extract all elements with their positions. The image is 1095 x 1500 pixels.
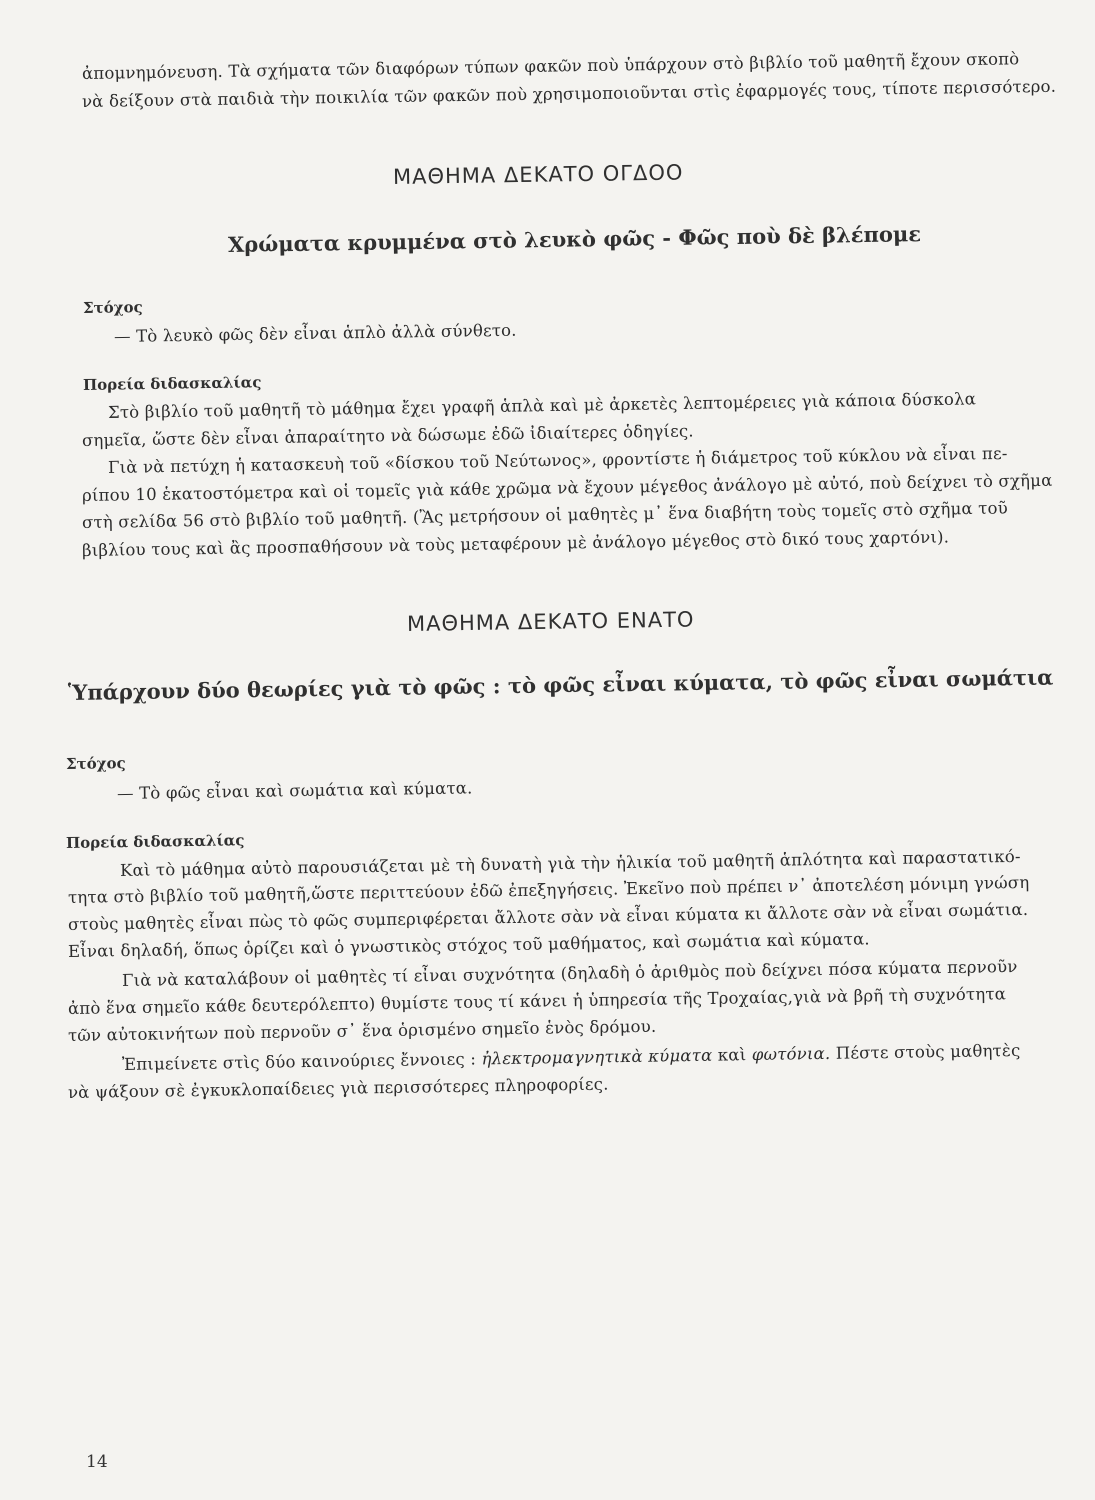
lesson-18-goal-text: — Τὸ λευκὸ φῶς δὲν εἶναι ἁπλὸ ἀλλὰ σύνθετο. — [113, 320, 517, 346]
lesson-18-heading: ΜΑΘΗΜΑ ΔΕΚΑΤΟ ΟΓΔΟΟ — [392, 160, 684, 189]
lesson-18-p1-line-1: Στὸ βιβλίο τοῦ μαθητῆ τὸ μάθημα ἔχει γραφῆ ἁπλὰ καὶ μὲ ἀρκετὲς λεπτομέρειες γιὰ κάποια δύσκολα — [107, 389, 977, 422]
lesson-19-goal-label: Στόχος — [65, 754, 126, 773]
p3-term-photons: φωτόνια. — [751, 1043, 831, 1065]
lesson-19-p2-line-2: ἀπὸ ἕνα σημεῖο κάθε δευτερόλεπτο) θυμίστε τους τί κάνει ἡ ὑπηρεσία τῆς Τροχαίας,γιὰ νὰ βρῆ τὴ συχνότητα — [67, 984, 1007, 1018]
lesson-18-method-label: Πορεία διδασκαλίας — [82, 373, 262, 394]
lesson-19-heading: ΜΑΘΗΜΑ ΔΕΚΑΤΟ ΕΝΑΤΟ — [406, 607, 695, 636]
lesson-18-p1-line-2: σημεῖα, ὥστε δὲν εἶναι ἀπαραίτητο νὰ δώσωμε ἐδῶ ἰδιαίτερες ὁδηγίες. — [81, 421, 694, 450]
lesson-19-method-label: Πορεία διδασκαλίας — [65, 831, 245, 852]
lesson-19-p1-line-2: τητα στὸ βιβλίο τοῦ μαθητῆ,ὥστε περιττεύουν ἐδῶ ἐπεξηγήσεις. Ἐκεῖνο ποὺ πρέπει ν᾿ ἀποτελέση μόνιμη γνώση — [67, 872, 1030, 907]
lesson-18-goal-label: Στόχος — [82, 298, 143, 317]
p3-text-start: Ἐπιμείνετε στὶς δύο καινούριες ἔννοιες : — [121, 1049, 482, 1074]
lesson-18-p2-line-3: στὴ σελίδα 56 στὸ βιβλίο τοῦ μαθητῆ. (Ἂς μετρήσουν οἱ μαθητὲς μ᾿ ἕνα διαβήτη τοὺς τομεῖς στὸ σχῆμα τοῦ — [81, 498, 1009, 532]
page-number: 14 — [86, 1452, 108, 1472]
p3-text-and: καὶ — [712, 1045, 752, 1065]
intro-line-2: νὰ δείξουν στὰ παιδιὰ τὴν ποικιλία τῶν φακῶν ποὺ χρησιμοποιοῦνται στὶς ἐφαρμογές τους, τίποτε περισσότερο. — [81, 76, 1057, 111]
intro-line-1: ἀπομνημόνευση. Τὰ σχήματα τῶν διαφόρων τύπων φακῶν ποὺ ὑπάρχουν στὸ βιβλίο τοῦ μαθητῆ ἔχουν σκοπὸ — [81, 49, 1020, 83]
lesson-18-p2-line-4: βιβλίου τους καὶ ἂς προσπαθήσουν νὰ τοὺς μεταφέρουν μὲ ἀνάλογο μέγεθος στὸ δικό τους χαρτόνι). — [81, 527, 950, 560]
lesson-19-p3-line-1 — [122, 1040, 1021, 1076]
lesson-19-p2-line-1: Γιὰ νὰ καταλάβουν οἱ μαθητὲς τί εἶναι συχνότητα (δηλαδὴ ὁ ἀριθμὸς ποὺ δείχνει πόσα κύματα περνοῦν — [121, 956, 1018, 990]
p3-text-end: Πέστε στοὺς μαθητὲς — [830, 1040, 1021, 1063]
lesson-19-p3-line-2: νὰ ψάξουν σὲ ἐγκυκλοπαίδειες γιὰ περισσότερες πληροφορίες. — [67, 1074, 609, 1102]
lesson-18-title: Χρώματα κρυμμένα στὸ λευκὸ φῶς - Φῶς ποὺ δὲ βλέπομε — [227, 221, 922, 257]
lesson-19-title: Ὑπάρχουν δύο θεωρίες γιὰ τὸ φῶς : τὸ φῶς εἶναι κύματα, τὸ φῶς εἶναι σωμάτια — [67, 664, 1054, 705]
p3-term-electromagnetic-waves: ἠλεκτρομαγνητικὰ κύματα — [481, 1045, 713, 1069]
lesson-19-p1-line-4: Εἶναι δηλαδή, ὅπως ὁρίζει καὶ ὁ γνωστικὸς στόχος τοῦ μαθήματος, καὶ σωμάτια καὶ κύματα. — [67, 929, 870, 961]
lesson-19-p1-line-3: στοὺς μαθητὲς εἶναι πὼς τὸ φῶς συμπεριφέρεται ἄλλοτε σὰν νὰ εἶναι κύματα κι ἄλλοτε σὰν νὰ εἶναι σωμάτια. — [67, 899, 1029, 934]
lesson-19-p1-line-1: Καὶ τὸ μάθημα αὐτὸ παρουσιάζεται μὲ τὴ δυνατὴ γιὰ τὴν ἡλικία τοῦ μαθητῆ ἁπλότητα καὶ παραστατικό- — [119, 846, 1021, 880]
lesson-18-p2-line-1: Γιὰ νὰ πετύχη ἡ κατασκευὴ τοῦ «δίσκου τοῦ Νεύτωνος», φροντίστε ἡ διάμετρος τοῦ κύκλου νὰ εἶναι πε- — [107, 443, 1008, 477]
lesson-18-p2-line-2: ρίπου 10 ἑκατοστόμετρα καὶ οἱ τομεῖς γιὰ κάθε χρῶμα νὰ ἔχουν μέγεθος ἀνάλογο μὲ αὐτό, ποὺ δείχνει τὸ σχῆμα — [81, 470, 1053, 505]
lesson-19-goal-text: — Τὸ φῶς εἶναι καὶ σωμάτια καὶ κύματα. — [116, 778, 473, 803]
lesson-19-p2-line-3: τῶν αὐτοκινήτων ποὺ περνοῦν σ᾿ ἕνα ὁρισμένο σημεῖο ἑνὸς δρόμου. — [67, 1016, 657, 1045]
